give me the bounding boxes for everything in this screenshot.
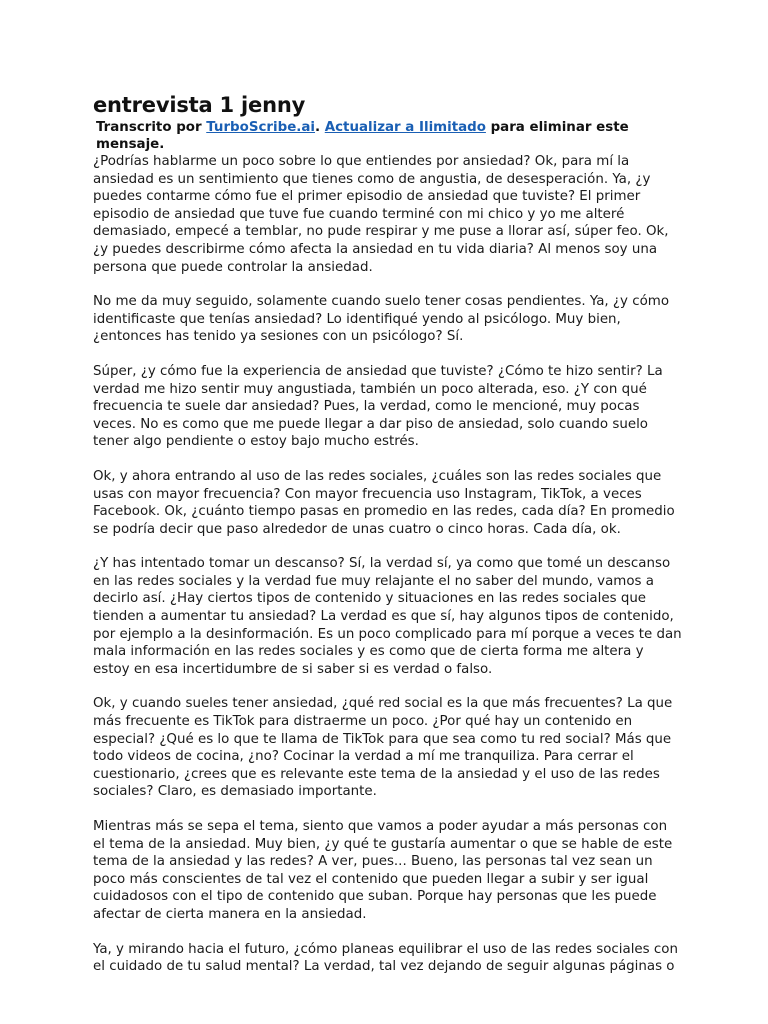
notice-separator: . xyxy=(315,120,325,135)
notice-prefix: Transcrito por xyxy=(96,120,207,135)
paragraph-3: Súper, ¿y cómo fue la experiencia de ansiedad que tuviste? ¿Cómo te hizo sentir? La verdad me hizo sentir muy angustiada, también un poco alterada, eso. ¿Y con qué frecuencia te suele dar ansiedad? Pues, la verdad, como le mencioné, muy pocas veces. No es como que me puede llegar a dar piso de ansiedad, solo cuando suelo tener algo pendiente o estoy bajo mucho estrés. xyxy=(93,363,663,450)
paragraph-7: Mientras más se sepa el tema, siento que vamos a poder ayudar a más personas con el tema de la ansiedad. Muy bien, ¿y qué te gustaría aumentar o que se hable de este tema de la ansiedad y las redes? A ver, pues... Bueno, las personas tal vez sean un poco más conscientes de tal vez el contenido que pueden llegar a subir y ser igual cuidadosos con el tipo de contenido que suban. Porque hay personas que les puede afectar de cierta manera en la ansiedad. xyxy=(93,819,673,922)
upgrade-link[interactable]: Actualizar a Ilimitado xyxy=(324,120,486,135)
document-body xyxy=(93,91,683,993)
paragraph-2: No me da muy seguido, solamente cuando suelo tener cosas pendientes. Ya, ¿y cómo identificaste que tenías ansiedad? Lo identifiqué yendo al psicólogo. Muy bien, ¿entonces has tenido ya sesiones con un psicólogo? Sí. xyxy=(93,294,670,345)
paragraph-8: Ya, y mirando hacia el futuro, ¿cómo planeas equilibrar el uso de las redes sociales con el cuidado de tu salud mental? La verdad, tal vez dejando de seguir algunas páginas o xyxy=(93,941,678,975)
paragraph-5: ¿Y has intentado tomar un descanso? Sí, la verdad sí, ya como que tomé un descanso en las redes sociales y la verdad fue muy relajante el no saber del mundo, vamos a decirlo así. ¿Hay ciertos tipos de contenido y situaciones en las redes sociales que tienden a aumentar tu ansiedad? La verdad es que sí, hay algunos tipos de contenido, por ejemplo a la desinformación. Es un poco complicado para mí porque a veces te dan mala información en las redes sociales y es como que de cierta forma me altera y estoy en esa incertidumbre de si saber si es verdad o falso. xyxy=(93,556,682,677)
document-title: entrevista 1 jenny xyxy=(93,93,306,117)
paragraph-1: ¿Podrías hablarme un poco sobre lo que entiendes por ansiedad? Ok, para mí la ansiedad es un sentimiento que tienes como de angustia, de desesperación. Ya, ¿y puedes contarme cómo fue el primer episodio de ansiedad que tuviste? El primer episodio de ansiedad que tuve fue cuando terminé con mi chico y yo me alteré demasiado, empecé a temblar, no pude respirar y me puse a llorar así, súper feo. Ok, ¿y puedes describirme cómo afecta la ansiedad en tu vida diaria? Al menos soy una persona que puede controlar la ansiedad. xyxy=(93,154,669,275)
turboscribe-link[interactable]: TurboScribe.ai xyxy=(206,120,315,135)
paragraph-6: Ok, y cuando sueles tener ansiedad, ¿qué red social es la que más frecuentes? La que más frecuente es TikTok para distraerme un poco. ¿Por qué hay un contenido en especial? ¿Qué es lo que te llama de TikTok para que sea como tu red social? Más que todo videos de cocina, ¿no? Cocinar la verdad a mí me tranquiliza. Para cerrar el cuestionario, ¿crees que es relevante este tema de la ansiedad y el uso de las redes sociales? Claro, es demasiado importante. xyxy=(93,696,673,800)
notice-suffix: para eliminar este mensaje. xyxy=(96,120,629,152)
paragraph-4: Ok, y ahora entrando al uso de las redes sociales, ¿cuáles son las redes sociales que usas con mayor frecuencia? Con mayor frecuencia uso Instagram, TikTok, a veces Facebook. Ok, ¿cuánto tiempo pasas en promedio en las redes, cada día? En promedio se podría decir que paso alrededor de unas cuatro o cinco horas. Cada día, ok. xyxy=(93,468,675,537)
transcription-notice xyxy=(96,119,683,153)
